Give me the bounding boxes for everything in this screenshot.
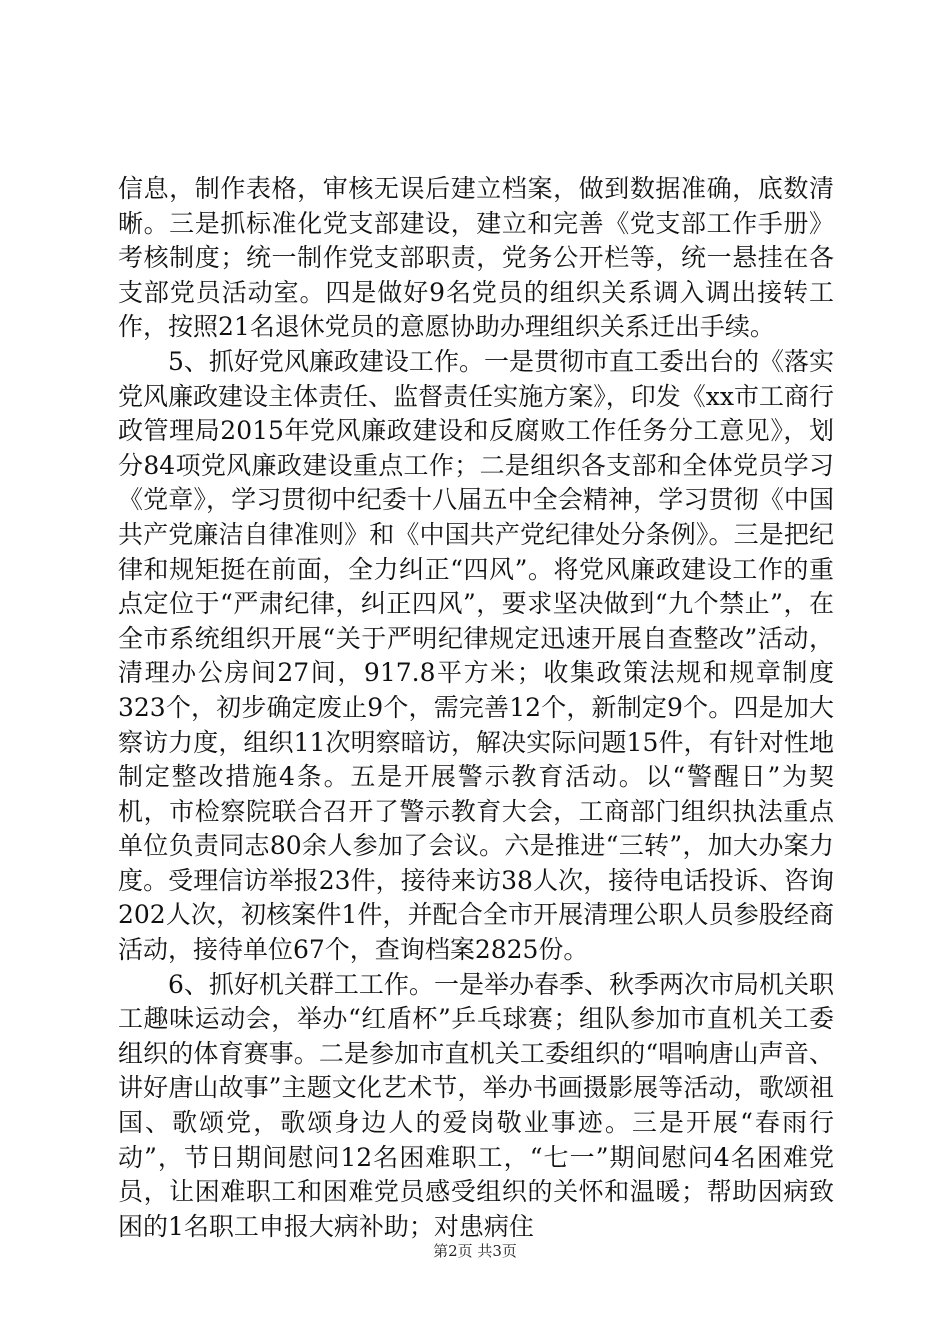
paragraph-mass-work: 6、抓好机关群工工作。一是举办春季、秋季两次市局机关职工趣味运动会，举办“红盾杯”乒乓球赛；组队参加市直机关工委组织的体育赛事。二是参加市直机关工委组织的“唱响唐山声音、讲好唐山故事”主题文化艺术节，举办书画摄影展等活动，歌颂祖国、歌颂党，歌颂身边人的爱岗敬业事迹。三是开展“春雨行动”，节日期间慰问12名困难职工，“七一”期间慰问4名困难党员，让困难职工和困难党员感受组织的关怀和温暖；帮助因病致困的1名职工申报大病补助；对患病住 [118,969,834,1241]
paragraph-party-discipline: 5、抓好党风廉政建设工作。一是贯彻市直工委出台的《落实党风廉政建设主体责任、监督责任实施方案》，印发《xx市工商行政管理局2015年党风廉政建设和反腐败工作任务分工意见》，划分84项党风廉政建设重点工作；二是组织各支部和全体党员学习《党章》，学习贯彻中纪委十八届五中全会精神，学习贯彻《中国共产党廉洁自律准则》和《中国共产党纪律处分条例》。三是把纪律和规矩挺在前面，全力纠正“四风”。将党风廉政建设工作的重点定位于“严肃纪律，纠正四风”，要求坚决做到“九个禁止”，在全市系统组织开展“关于严明纪律规定迅速开展自查整改”活动，清理办公房间27间，917.8平方米；收集政策法规和规章制度323个，初步确定废止9个，需完善12个，新制定9个。四是加大察访力度，组织11次明察暗访，解决实际问题15件，有针对性地制定整改措施4条。五是开展警示教育活动。以“警醒日”为契机，市检察院联合召开了警示教育大会，工商部门组织执法重点单位负责同志80余人参加了会议。六是推进“三转”，加大办案力度。受理信访举报23件，接待来访38人次，接待电话投诉、咨询202人次，初核案件1件，并配合全市开展清理公职人员参股经商活动，接待单位67个，查询档案2825份。 [118,346,834,965]
page-number-footer: 第2页 共3页 [433,1242,517,1260]
paragraph-continuation: 信息，制作表格，审核无误后建立档案，做到数据准确，底数清晰。三是抓标准化党支部建设，建立和完善《党支部工作手册》考核制度；统一制作党支部职责，党务公开栏等，统一悬挂在各支部党员活动室。四是做好9名党员的组织关系调入调出接转工作，按照21名退休党员的意愿协助办理组织关系迁出手续。 [118,174,834,342]
document-body [118,172,834,1244]
